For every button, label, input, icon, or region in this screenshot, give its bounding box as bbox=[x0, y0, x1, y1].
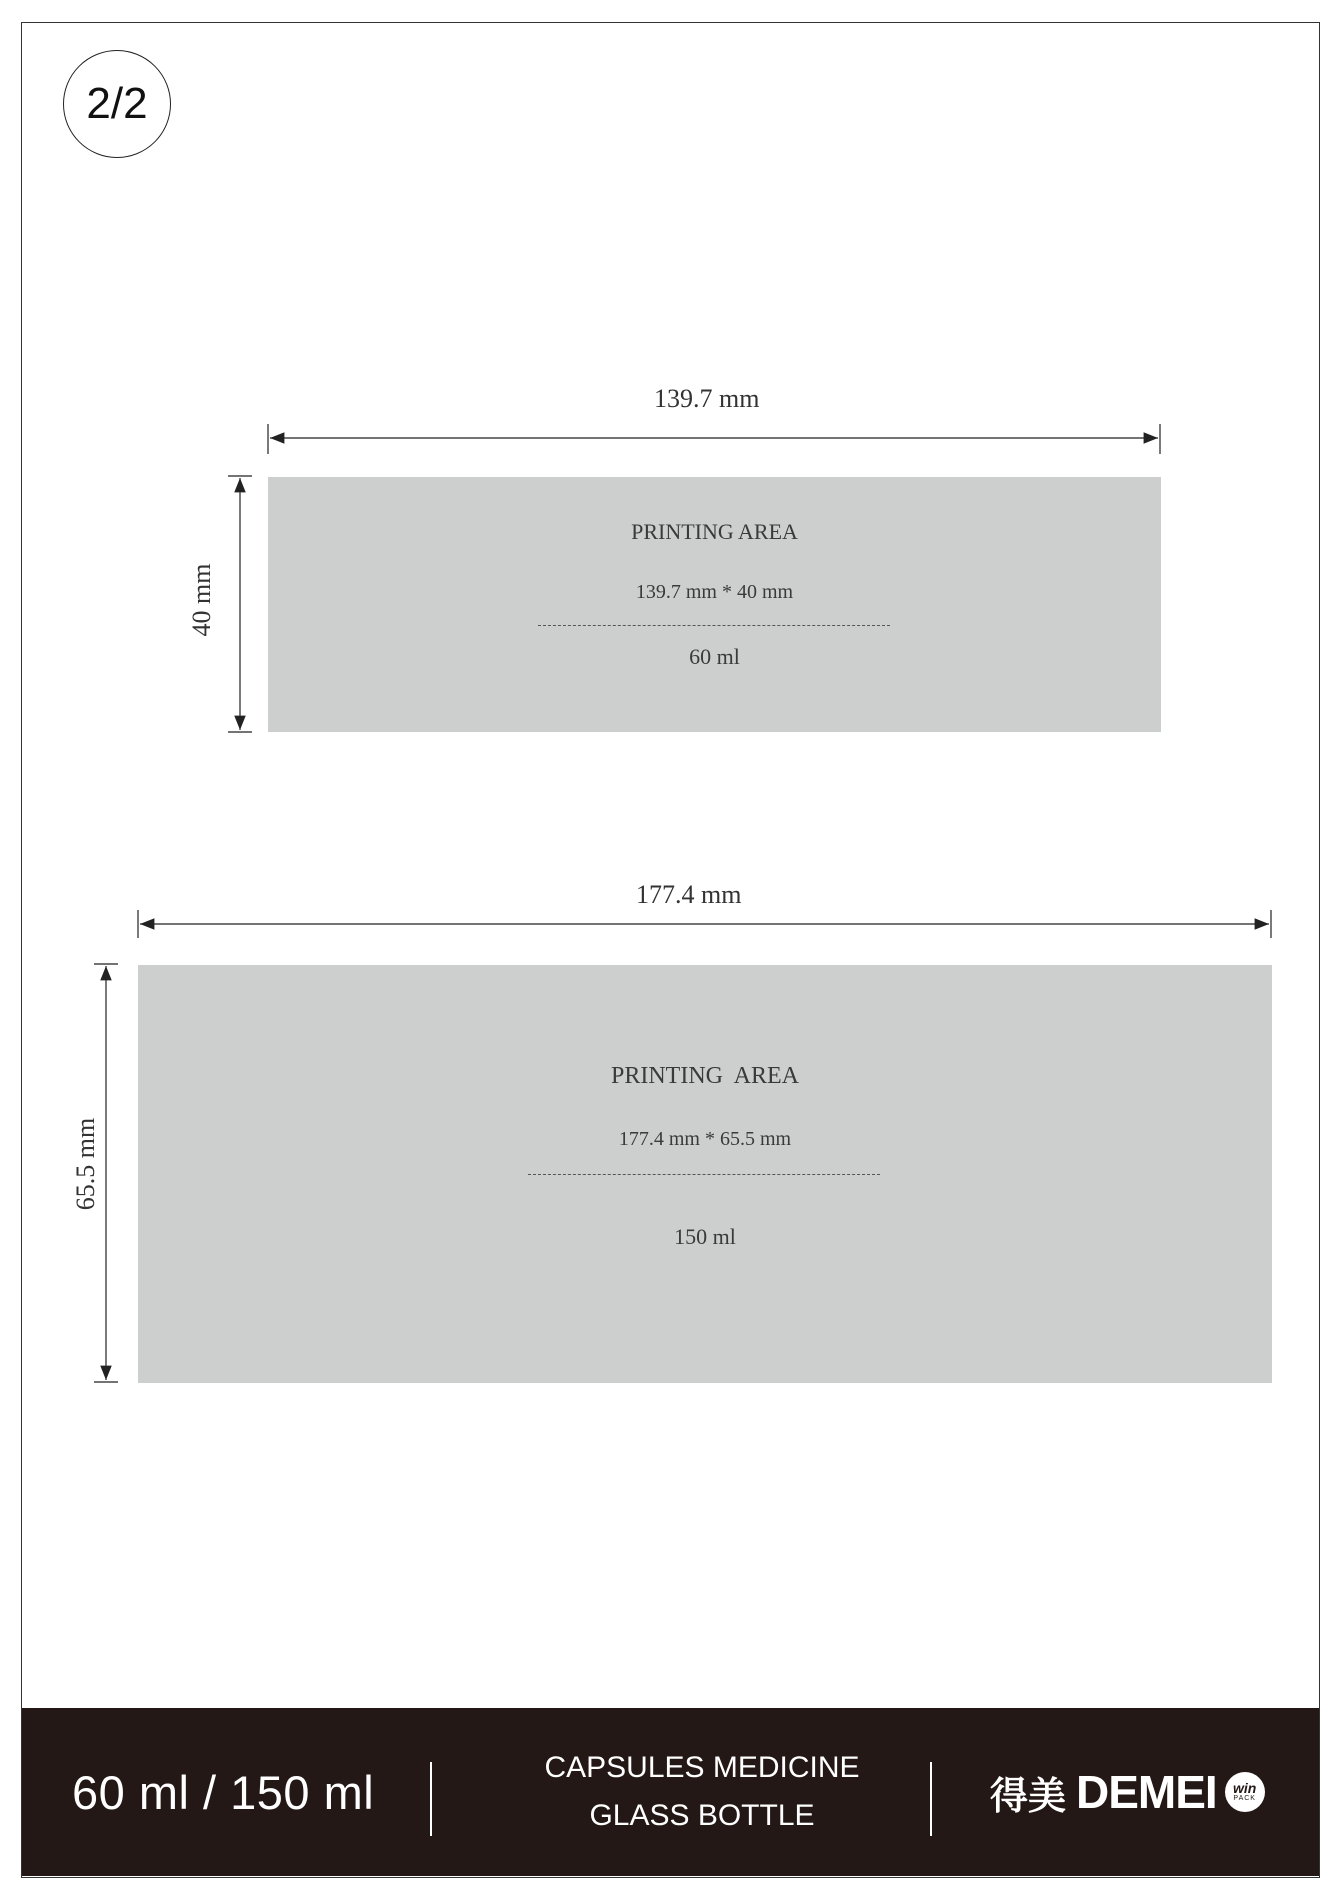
product-line-2: GLASS BOTTLE bbox=[589, 1799, 815, 1832]
footer-separator-right bbox=[930, 1762, 932, 1836]
printing-area-60ml bbox=[268, 477, 1161, 732]
area2-volume: 150 ml bbox=[674, 1224, 736, 1249]
area2-height-label: 65.5 mm bbox=[71, 1117, 100, 1211]
footer-volumes: 60 ml / 150 ml bbox=[72, 1765, 375, 1819]
area2-dimensions: 177.4 mm * 65.5 mm bbox=[618, 1128, 792, 1150]
footer-product bbox=[470, 1744, 934, 1840]
brand-chinese-name: 得美 bbox=[990, 1773, 1067, 1818]
area1-dimensions: 139.7 mm * 40 mm bbox=[635, 581, 794, 603]
area2-title: PRINTING AREA bbox=[610, 1063, 799, 1089]
area1-title: PRINTING AREA bbox=[631, 519, 798, 544]
product-line-1: CAPSULES MEDICINE bbox=[544, 1751, 860, 1784]
area1-width-label: 139.7 mm bbox=[654, 384, 760, 413]
page-number-badge: 2/2 bbox=[63, 50, 171, 158]
brand-english-name: DEMEI bbox=[1076, 1766, 1217, 1818]
area1-volume: 60 ml bbox=[689, 644, 740, 669]
area1-divider bbox=[538, 625, 890, 626]
area2-width-label: 177.4 mm bbox=[636, 880, 742, 909]
area2-divider bbox=[528, 1174, 880, 1175]
footer-bar bbox=[22, 1708, 1319, 1876]
printing-area-150ml bbox=[138, 965, 1272, 1383]
win-pack-logo-icon: win PACK bbox=[1225, 1772, 1265, 1812]
brand-logo bbox=[990, 1708, 1265, 1876]
area1-height-label: 40 mm bbox=[187, 563, 216, 637]
footer-separator-left bbox=[430, 1762, 432, 1836]
